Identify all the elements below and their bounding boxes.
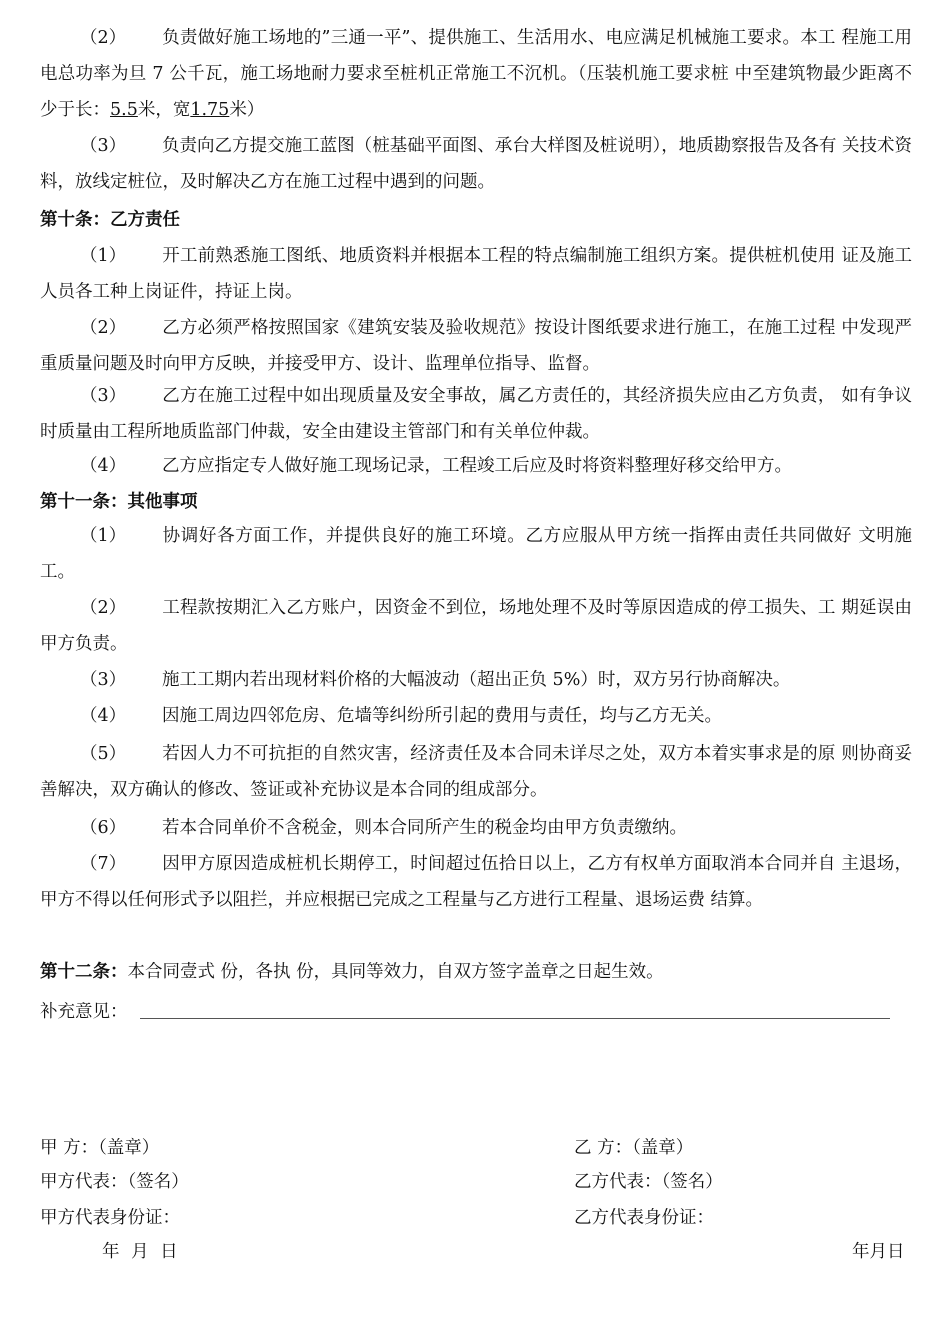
item-text: 协调好各方面工作，并提供良好的施工环境。乙方应服从甲方统一指挥由责任共同做好 文明施工。 (40, 526, 912, 582)
party-a-seal: 甲 方：（盖章） (40, 1138, 160, 1158)
item-number: （1） (80, 526, 127, 546)
item-number: （3） (80, 136, 127, 156)
party-b-representative: 乙方代表：（签名） (574, 1172, 723, 1192)
clause-11-item-6 (40, 810, 912, 846)
supplement-input-line[interactable] (140, 1018, 890, 1019)
item-number: （4） (80, 456, 127, 476)
item-number: （1） (80, 246, 127, 266)
clause-10-item-1 (40, 238, 912, 310)
item-number: （7） (80, 854, 127, 874)
party-a-representative: 甲方代表：（签名） (40, 1172, 189, 1192)
clause-9-item-2 (40, 20, 912, 128)
item-text: 乙方应指定专人做好施工现场记录，工程竣工后应及时将资料整理好移交给甲方。 (162, 456, 792, 476)
item-text: 负责做好施工场地的”三通一平”、提供施工、生活用水、电应满足机械施工要求。本工 程施工用电总功率为旦 7 公千瓦，施工场地耐力要求至桩机正常施工不沉机。（压装机施工要求桩 中至建筑物最少距离不少于长： (40, 28, 912, 120)
item-text: 因施工周边四邻危房、危墙等纠纷所引起的费用与责任，均与乙方无关。 (162, 706, 722, 726)
party-a-date: 年 月 日 (102, 1242, 178, 1262)
clause-10-item-3 (40, 378, 912, 450)
item-number: （3） (80, 670, 127, 690)
item-number: （5） (80, 744, 127, 764)
width-value: 1.75 (190, 100, 230, 120)
clause-10-item-4 (40, 448, 912, 484)
clause-10-item-2 (40, 310, 912, 382)
item-number: （2） (80, 318, 127, 338)
item-text: 乙方必须严格按照国家《建筑安装及验收规范》按设计图纸要求进行施工，在施工过程 中发现严重质量问题及时向甲方反映，并接受甲方、设计、监理单位指导、监督。 (40, 318, 912, 374)
clause-11-item-3 (40, 662, 912, 698)
item-text: 若因人力不可抗拒的自然灾害，经济责任及本合同未详尽之处，双方本着实事求是的原 则协商妥善解决，双方确认的修改、签证或补充协议是本合同的组成部分。 (40, 744, 912, 800)
party-a-id: 甲方代表身份证： (40, 1208, 180, 1228)
item-number: （3） (80, 386, 127, 406)
clause-10-heading: 第十条：乙方责任 (40, 210, 180, 230)
item-number: （2） (80, 598, 127, 618)
item-number: （6） (80, 818, 127, 838)
clause-9-item-3 (40, 128, 912, 200)
clause-11-item-4 (40, 698, 912, 734)
clause-11-heading: 第十一条：其他事项 (40, 492, 198, 512)
party-b-seal: 乙 方：（盖章） (574, 1138, 694, 1158)
clause-11-item-2 (40, 590, 912, 662)
clause-11-item-5 (40, 736, 912, 808)
supplement-label: 补充意见： (40, 1002, 128, 1022)
item-text: 开工前熟悉施工图纸、地质资料并根据本工程的特点编制施工组织方案。提供桩机使用 证及施工人员各工种上岗证件，持证上岗。 (40, 246, 912, 302)
party-b-date: 年月日 (852, 1242, 905, 1262)
item-text: 施工工期内若出现材料价格的大幅波动（超出正负 5%）时，双方另行协商解决。 (162, 670, 791, 690)
item-text: 工程款按期汇入乙方账户，因资金不到位，场地处理不及时等原因造成的停工损失、工 期延误由甲方负责。 (40, 598, 912, 654)
item-text-mid: 米，宽 (137, 100, 191, 120)
item-text-end: 米） (229, 100, 265, 120)
clause-11-item-7 (40, 846, 912, 918)
clause-11-item-1 (40, 518, 912, 590)
clause-12-text: 本合同壹式 份，各执 份，具同等效力，自双方签字盖章之日起生效。 (127, 962, 664, 982)
item-text: 负责向乙方提交施工蓝图（桩基础平面图、承台大样图及桩说明），地质勘察报告及各有 关技术资料，放线定桩位，及时解决乙方在施工过程中遇到的问题。 (40, 136, 912, 192)
length-value: 5.5 (110, 100, 138, 120)
clause-12 (40, 954, 664, 990)
party-b-id: 乙方代表身份证： (574, 1208, 714, 1228)
item-number: （4） (80, 706, 127, 726)
item-number: （2） (80, 28, 127, 48)
item-text: 乙方在施工过程中如出现质量及安全事故，属乙方责任的，其经济损失应由乙方负责， 如有争议时质量由工程所地质监部门仲裁，安全由建设主管部门和有关单位仲裁。 (40, 386, 912, 442)
item-text: 若本合同单价不含税金，则本合同所产生的税金均由甲方负责缴纳。 (162, 818, 687, 838)
clause-12-label: 第十二条： (40, 962, 128, 982)
item-text: 因甲方原因造成桩机长期停工，时间超过伍拾日以上，乙方有权单方面取消本合同并自 主退场，甲方不得以任何形式予以阻拦，并应根据已完成之工程量与乙方进行工程量、退场运费 结算。 (40, 854, 912, 910)
